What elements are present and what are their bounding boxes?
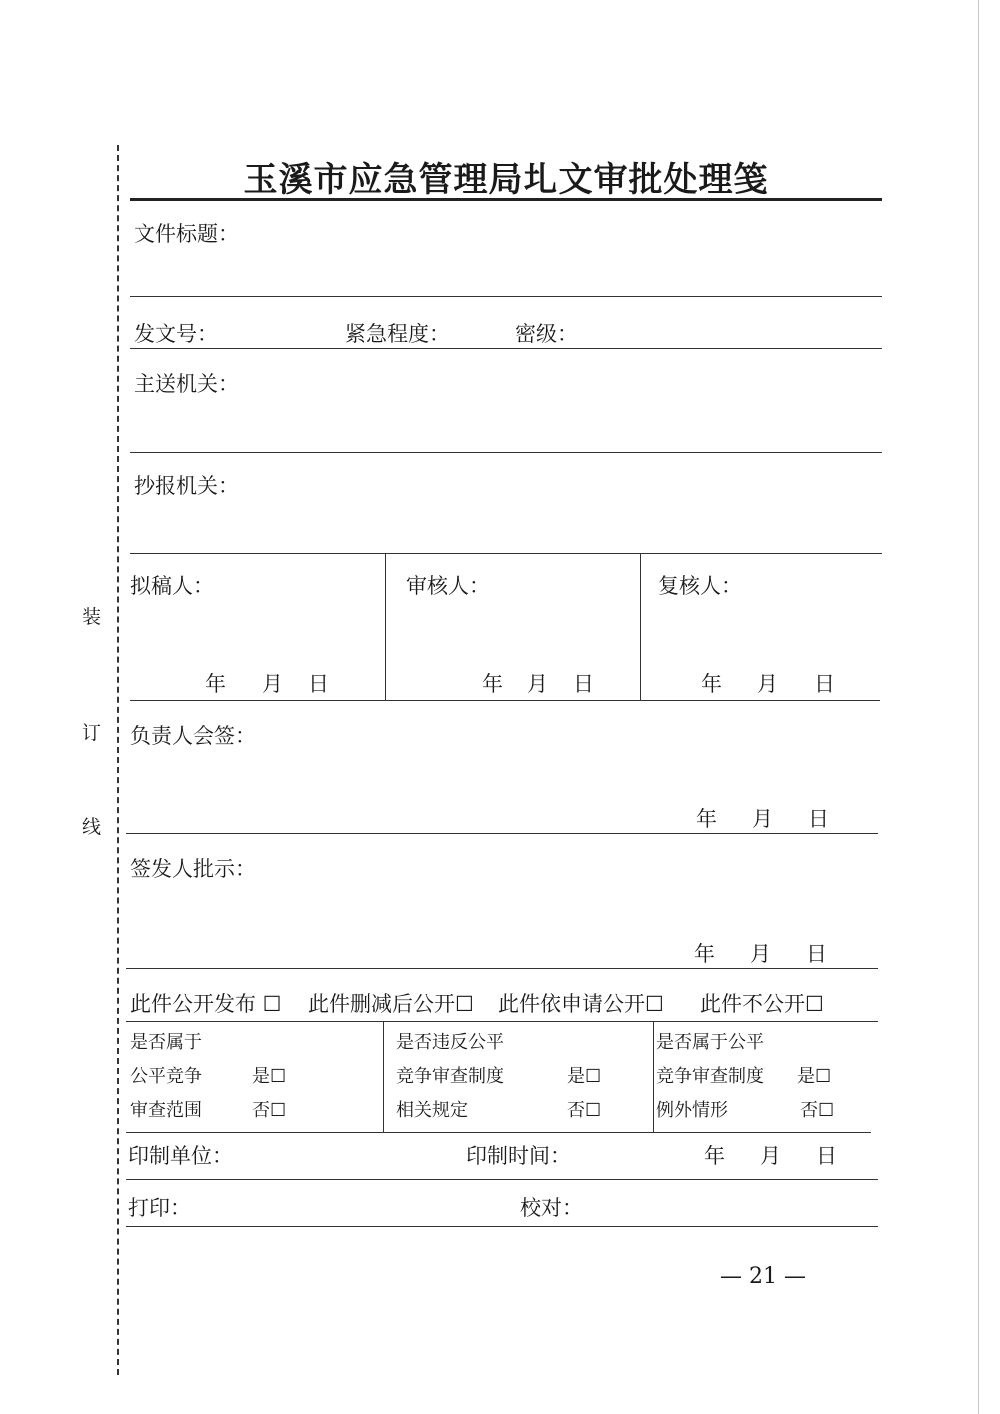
divider (130, 553, 882, 554)
secret-level-label: 密级： (515, 322, 578, 346)
reviewer-date-month: 月 (527, 672, 548, 696)
binding-dashed-line (117, 145, 119, 1375)
binding-char-3: 线 (82, 816, 102, 838)
review-col3-yes[interactable]: 是☐ (797, 1066, 832, 1087)
divider (126, 833, 878, 834)
proofreader-label: 校对： (520, 1196, 583, 1220)
issuer-instruction-label: 签发人批示： (130, 857, 256, 881)
binding-char-1: 装 (82, 606, 102, 628)
rechecker-date-day: 日 (814, 672, 835, 696)
review-col2-line1: 是否违反公平 (396, 1032, 504, 1053)
divider (130, 348, 882, 349)
divider (130, 452, 882, 453)
scan-edge (978, 0, 979, 1414)
drafter-date-month: 月 (262, 672, 283, 696)
print-date-day: 日 (816, 1144, 837, 1168)
drafter-date-year: 年 (205, 672, 226, 696)
review-col2-line3: 相关规定 (396, 1100, 468, 1121)
urgency-label: 紧急程度： (345, 322, 450, 346)
form-title: 玉溪市应急管理局圠文审批处理笺 (243, 160, 769, 200)
review-col1-line3: 审查范围 (130, 1100, 202, 1121)
divider (130, 700, 880, 701)
cell-divider (640, 553, 641, 700)
divider (126, 1226, 878, 1227)
issuer-date-day: 日 (806, 942, 827, 966)
reviewer-date-year: 年 (482, 672, 503, 696)
print-unit-label: 印制单位： (128, 1144, 233, 1168)
main-recipients-label: 主送机关： (134, 372, 239, 396)
cc-recipients-label: 抄报机关： (134, 474, 239, 498)
publicity-option-public[interactable]: 此件公开发布 ☐ (130, 992, 282, 1016)
reviewer-label: 审核人： (406, 574, 490, 598)
binding-char-2: 订 (82, 722, 102, 744)
print-time-label: 印制时间： (466, 1144, 571, 1168)
review-col1-line2: 公平竞争 (130, 1066, 202, 1087)
review-col3-line2: 竞争审查制度 (656, 1066, 764, 1087)
doc-number-label: 发文号： (134, 322, 218, 346)
rechecker-date-month: 月 (757, 672, 778, 696)
rechecker-label: 复核人： (658, 574, 742, 598)
cell-divider (383, 1021, 384, 1132)
review-col3-no[interactable]: 否☐ (800, 1100, 835, 1121)
cosign-date-day: 日 (808, 807, 829, 831)
reviewer-date-day: 日 (573, 672, 594, 696)
title-underline (130, 198, 882, 201)
publicity-option-redacted[interactable]: 此件删减后公开☐ (308, 992, 474, 1016)
rechecker-date-year: 年 (701, 672, 722, 696)
divider (126, 1021, 878, 1022)
page-number: — 21 — (720, 1264, 806, 1289)
review-col2-line2: 竞争审查制度 (396, 1066, 504, 1087)
print-date-month: 月 (760, 1144, 781, 1168)
review-col2-no[interactable]: 否☐ (567, 1100, 602, 1121)
drafter-label: 拟稿人： (130, 574, 214, 598)
leader-cosign-label: 负责人会签： (130, 724, 256, 748)
divider (126, 968, 878, 969)
print-date-year: 年 (704, 1144, 725, 1168)
review-col3-line3: 例外情形 (656, 1100, 728, 1121)
drafter-date-day: 日 (308, 672, 329, 696)
file-title-label: 文件标题： (134, 222, 239, 246)
issuer-date-year: 年 (694, 942, 715, 966)
review-col2-yes[interactable]: 是☐ (567, 1066, 602, 1087)
publicity-option-not-public[interactable]: 此件不公开☐ (700, 992, 824, 1016)
issuer-date-month: 月 (750, 942, 771, 966)
cell-divider (653, 1021, 654, 1132)
publicity-option-on-request[interactable]: 此件依申请公开☐ (498, 992, 664, 1016)
cosign-date-month: 月 (752, 807, 773, 831)
typist-label: 打印： (128, 1196, 191, 1220)
divider (130, 296, 882, 297)
divider (126, 1132, 871, 1133)
cosign-date-year: 年 (696, 807, 717, 831)
cell-divider (385, 553, 386, 700)
review-col1-yes[interactable]: 是☐ (252, 1066, 287, 1087)
review-col1-no[interactable]: 否☐ (252, 1100, 287, 1121)
review-col3-line1: 是否属于公平 (656, 1032, 764, 1053)
divider (126, 1179, 878, 1180)
review-col1-line1: 是否属于 (130, 1032, 202, 1053)
